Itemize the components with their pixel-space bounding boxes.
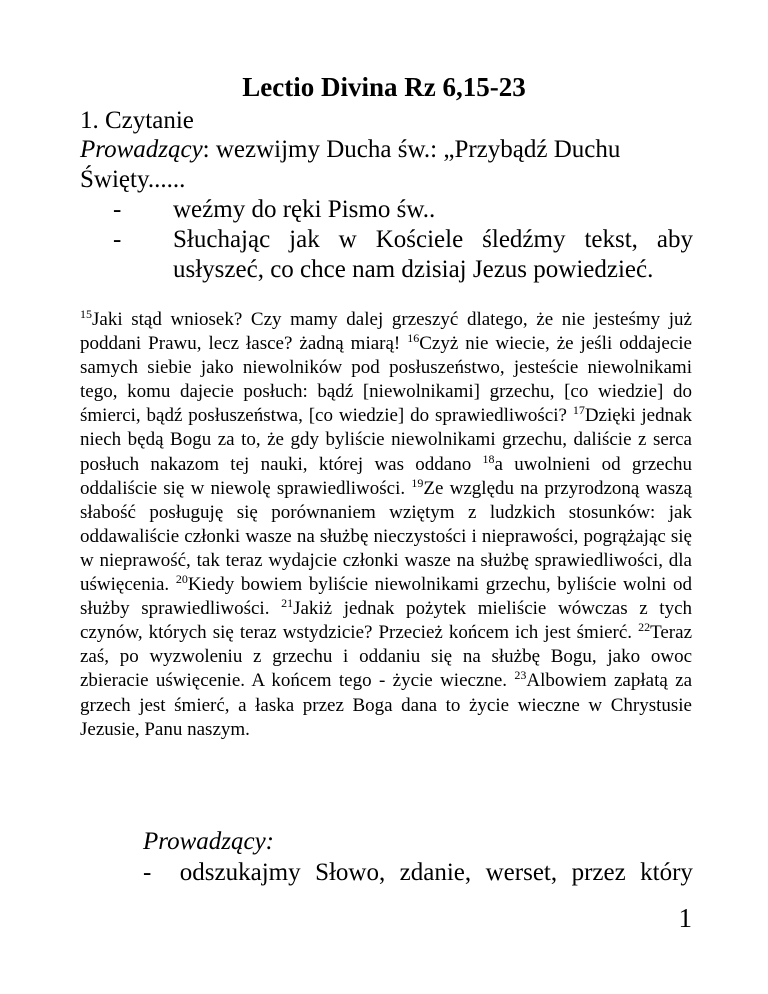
list-item-text: Słuchając jak w Kościele śledźmy tekst, aby usłyszeć, co chce nam dzisiaj Jezus powiedzieć. [173, 226, 693, 283]
leader-intro [80, 135, 692, 165]
verse-number: 15 [80, 307, 92, 321]
verse-number: 23 [514, 668, 527, 683]
verse-text: Czyż nie wiecie, że jeśli oddajecie samych siebie jako niewolników pod posłuszeństwo, jesteście niewolnikami tego, komu dajecie posłuch: bądź [niewolnikami] grzechu, [co wiedzie] do śmierci, bądź posłuszeństwa, [co wiedzie] do sprawiedliwości? [80, 333, 692, 427]
verse-number: 18 [482, 451, 495, 466]
verse-text: Dzięki jednak niech będą Bogu za to, że gdy byliście niewolnikami grzechu, daliście z serca posłuch nakazom tej nauki, której was oddano [80, 405, 693, 475]
verse-number: 22 [638, 620, 651, 635]
verse-text: Jakiż jednak pożytek mieliście wówczas z tych czynów, których się teraz wstydzicie? Przecież końcem ich jest śmierć. [80, 598, 693, 644]
closing-word: Słowo, [315, 859, 386, 886]
page-number: 1 [678, 903, 692, 933]
list-item [113, 225, 693, 285]
dash-bullet: - [143, 859, 152, 886]
verse-text: Jaki stąd wniosek? Czy mamy dalej grzeszyć dlatego, że nie jesteśmy już poddani Prawu, lecz łasce? żadną miarą! [80, 309, 692, 355]
verse-text: Ze względu na przyrodzoną waszą słabość posługuję się porównaniem wziętym z ludzkich stosunków: jak oddawaliście członki wasze na służbę nieczystości i nieprawości, pogrążając się w nieprawość, tak teraz wydajcie członki wasze na służbę sprawiedliwości, dla uświęcenia. [80, 477, 692, 596]
closing-word: odszukajmy [179, 859, 301, 886]
closing-list-item [143, 858, 693, 888]
scripture-passage [80, 308, 692, 742]
verse-number: 17 [572, 403, 585, 418]
leader-text-2: Święty...... [80, 166, 186, 193]
verse-number: 19 [411, 475, 424, 490]
page-title: Lectio Divina Rz 6,15-23 [242, 72, 526, 102]
closing-word: który [640, 859, 693, 886]
verse-number: 20 [175, 572, 188, 587]
verse-number: 16 [407, 331, 420, 346]
list-item [113, 195, 693, 225]
closing-word: werset, [485, 859, 558, 886]
verse-number: 21 [281, 596, 294, 611]
verse-text: Albowiem zapłatą za grzech jest śmierć, a łaska przez Boga dana to życie wieczne w Chrystusie Jezusie, Panu naszym. [80, 670, 692, 740]
verse-text: a uwolnieni od grzechu oddaliście się w niewolę sprawiedliwości. [80, 453, 692, 499]
closing-word: zdanie, [399, 859, 472, 886]
leader-label: Prowadzący [80, 136, 203, 163]
verse-text: Kiedy bowiem byliście niewolnikami grzechu, byliście wolni od służby sprawiedliwości. [80, 574, 692, 620]
dash-bullet: - [113, 196, 122, 223]
list-item-text: weźmy do ręki Pismo św.. [173, 196, 436, 223]
closing-leader-label: Prowadzący: [143, 828, 274, 855]
instruction-list [113, 195, 693, 285]
section-heading: 1. Czytanie [80, 107, 194, 134]
dash-bullet: - [113, 226, 122, 253]
leader-text-1: : wezwijmy Ducha św.: „Przybądź Duchu [202, 136, 621, 163]
verse-text: Teraz zaś, po wyzwoleniu z grzechu i oddaniu się na służbę Bogu, jako owoc zbieracie uświęcenie. A końcem tego - życie wieczne. [80, 622, 692, 692]
closing-word: przez [571, 859, 626, 886]
